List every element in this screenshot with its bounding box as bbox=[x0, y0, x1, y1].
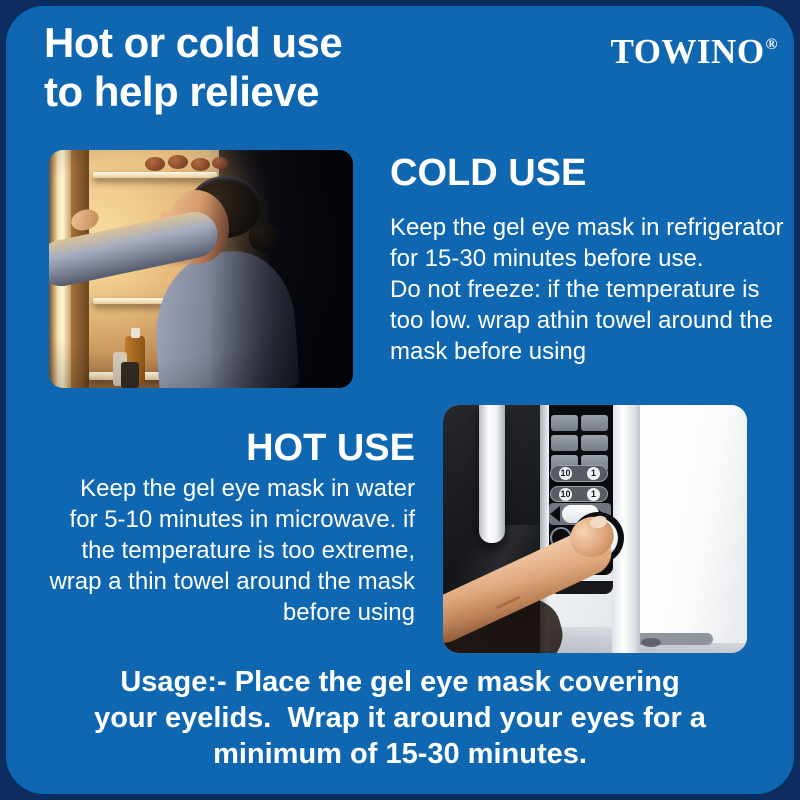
text-line: before using bbox=[282, 599, 415, 626]
microwave-door-handle bbox=[479, 405, 505, 543]
microwave-foot bbox=[641, 638, 661, 647]
text-line: Keep the gel eye mask in refrigerator bbox=[390, 214, 784, 241]
cold-use-description bbox=[390, 212, 784, 367]
microwave-side-panel bbox=[640, 405, 747, 643]
registered-trademark-symbol: ® bbox=[765, 36, 778, 53]
title-line-1: Hot or cold use bbox=[44, 19, 343, 66]
text-line: too low. wrap athin towel around the bbox=[390, 307, 773, 334]
button-label-10: 10 bbox=[560, 468, 571, 478]
microwave-photo bbox=[443, 405, 747, 653]
hot-use-heading: HOT USE bbox=[246, 427, 415, 469]
text-line: Do not freeze: if the temperature is bbox=[390, 276, 760, 303]
text-line: your eyelids. Wrap it around your eyes for a bbox=[94, 702, 706, 734]
button-label-10: 10 bbox=[560, 489, 571, 499]
text-line: mask before using bbox=[390, 338, 587, 365]
refrigerator-photo bbox=[49, 150, 353, 388]
blue-panel bbox=[6, 6, 794, 794]
text-line: Usage:- Place the gel eye mask covering bbox=[120, 666, 680, 698]
text-line: minimum of 15-30 minutes. bbox=[213, 738, 587, 770]
usage-instructions bbox=[6, 664, 794, 772]
panel-button bbox=[581, 435, 608, 451]
vignette-overlay bbox=[49, 150, 353, 388]
page-title bbox=[44, 18, 342, 116]
panel-button bbox=[551, 415, 578, 431]
panel-button bbox=[581, 415, 608, 431]
timer-button-group bbox=[550, 486, 608, 502]
timer-button-group bbox=[550, 465, 608, 482]
text-line: Keep the gel eye mask in water bbox=[80, 475, 415, 502]
hot-use-description bbox=[40, 473, 415, 628]
brand-name: TOWINO bbox=[610, 32, 765, 71]
button-label-1: 1 bbox=[587, 467, 600, 480]
title-line-2: to help relieve bbox=[44, 68, 319, 115]
text-line: the temperature is too extreme, bbox=[81, 537, 415, 564]
text-line: for 5-10 minutes in microwave. if bbox=[69, 506, 415, 533]
brand-logo bbox=[610, 32, 778, 72]
button-label-1: 1 bbox=[587, 488, 600, 501]
cold-use-heading: COLD USE bbox=[390, 152, 587, 194]
left-arrow-icon bbox=[550, 506, 560, 522]
text-line: wrap a thin towel around the mask bbox=[49, 568, 415, 595]
panel-button bbox=[551, 435, 578, 451]
text-line: for 15-30 minutes before use. bbox=[390, 245, 704, 272]
